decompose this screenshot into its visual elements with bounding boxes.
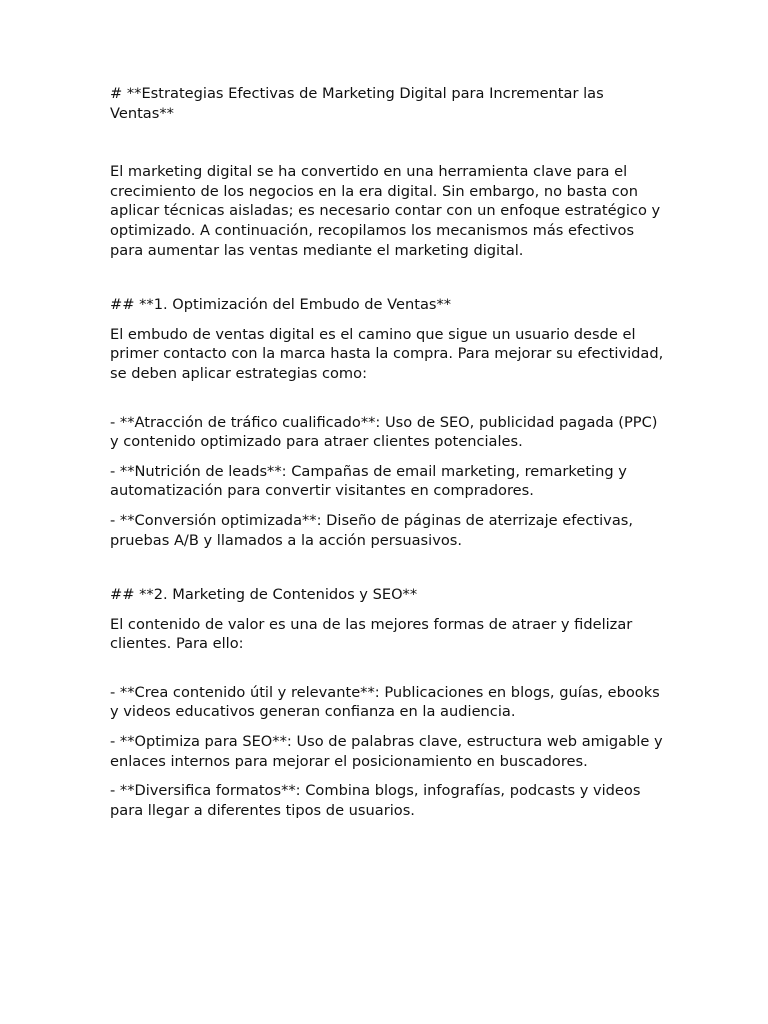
bullet-item: - **Optimiza para SEO**: Uso de palabras clave, estructura web amigable y enlaces internos para mejorar el posicionamiento en buscadores.	[110, 733, 663, 770]
section-heading: ## **2. Marketing de Contenidos y SEO**	[110, 586, 418, 604]
bullet-item: - **Nutrición de leads**: Campañas de email marketing, remarketing y automatización para convertir visitantes en compradores.	[110, 462, 627, 500]
intro-paragraph: El marketing digital se ha convertido en una herramienta clave para el crecimiento de los negocios en la era digital. Sin embargo, no basta con aplicar técnicas aisladas; es necesario contar con un enfoque estratégico y optimizado. A continuación, recopilamos los mecanismos más efectivos para aumentar las ventas mediante el marketing digital.	[110, 163, 661, 259]
document-title: # **Estrategias Efectivas de Marketing Digital para Incrementar las Ventas**	[110, 85, 604, 122]
bullet-item: - **Diversifica formatos**: Combina blogs, infografías, podcasts y videos para llegar a diferentes tipos de usuarios.	[110, 782, 641, 819]
section-lead-paragraph: El contenido de valor es una de las mejores formas de atraer y fidelizar clientes. Para ello:	[110, 615, 633, 653]
bullet-item: - **Crea contenido útil y relevante**: Publicaciones en blogs, guías, ebooks y videos educativos generan confianza en la audiencia.	[110, 683, 660, 721]
bullet-item: - **Conversión optimizada**: Diseño de páginas de aterrizaje efectivas, pruebas A/B y llamados a la acción persuasivos.	[110, 511, 634, 549]
document-page	[110, 84, 666, 830]
section-heading: ## **1. Optimización del Embudo de Ventas**	[110, 296, 452, 314]
section-lead-paragraph: El embudo de ventas digital es el camino que sigue un usuario desde el primer contacto con la marca hasta la compra. Para mejorar su efectividad, se deben aplicar estrategias como:	[110, 325, 664, 382]
bullet-item: - **Atracción de tráfico cualificado**: Uso de SEO, publicidad pagada (PPC) y contenido optimizado para atraer clientes potenciales.	[110, 413, 658, 451]
